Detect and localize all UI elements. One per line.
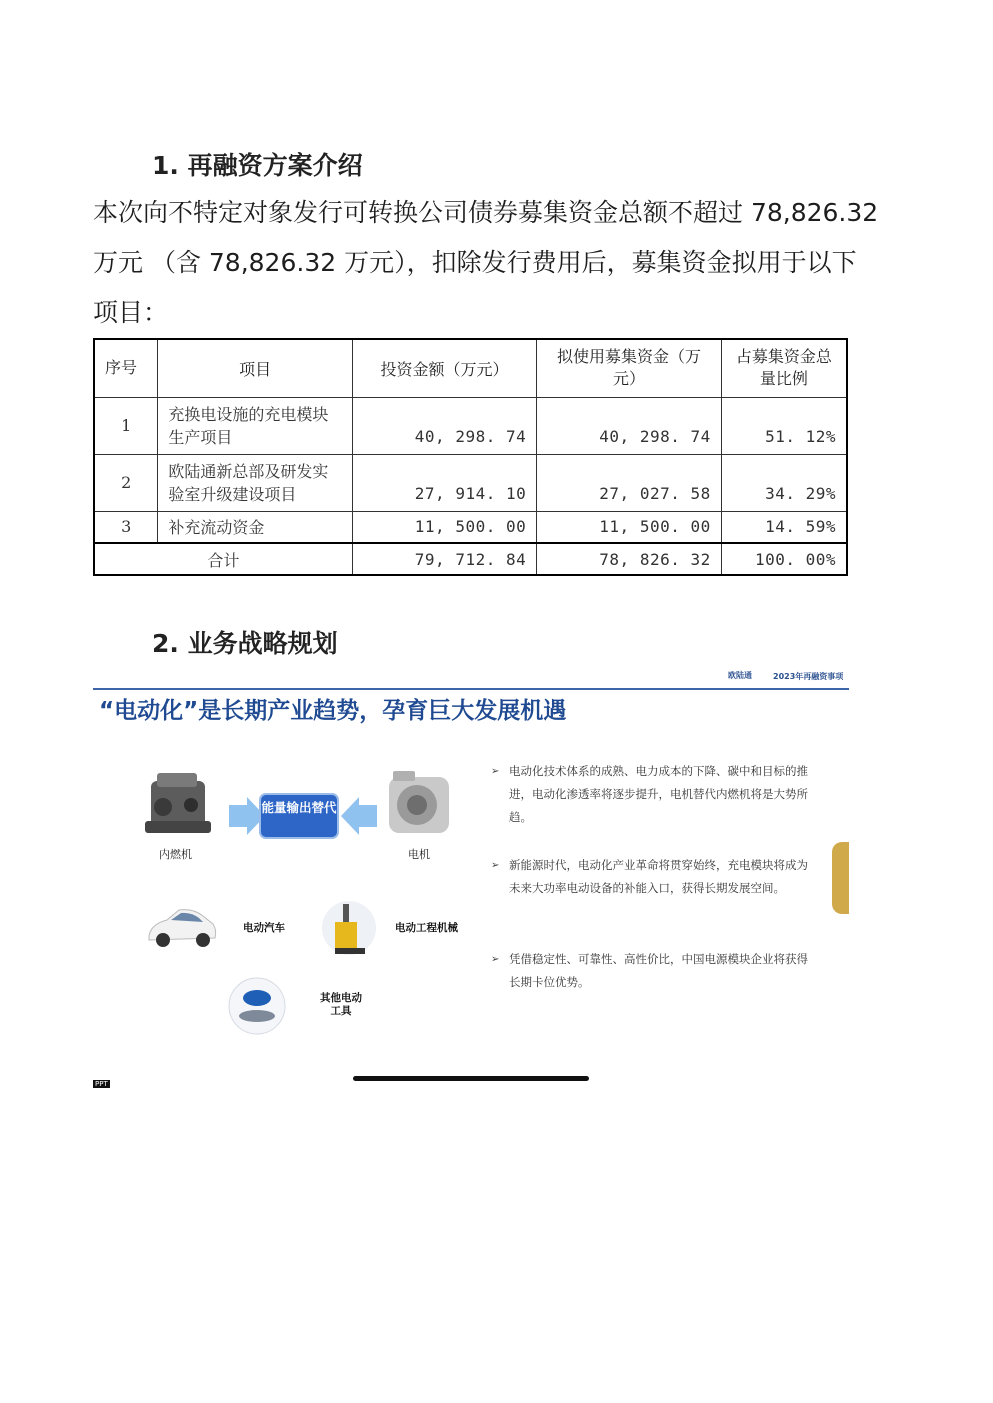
row-invest: 40, 298. 74 — [352, 397, 537, 454]
arrow-right-icon — [229, 797, 265, 835]
bullet-text: 凭借稳定性、可靠性、高性价比，中国电源模块企业将获得长期卡位优势。 — [509, 952, 808, 989]
tools-label: 其他电动工具 — [320, 992, 362, 1017]
bullet-item — [491, 948, 811, 994]
energy-substitution-box: 能量输出替代 — [261, 795, 337, 837]
intro-line-3: 项目： — [93, 298, 169, 327]
row-seq: 2 — [94, 454, 158, 511]
row-seq: 3 — [94, 511, 158, 543]
header-seq: 序号 — [94, 339, 158, 397]
total-ratio: 100. 00% — [721, 543, 847, 575]
machinery-label: 电动工程机械 — [395, 922, 458, 934]
intro-paragraph — [93, 188, 908, 338]
total-label: 合计 — [94, 543, 352, 575]
motor-icon — [383, 767, 457, 845]
bullet-text: 电动化技术体系的成熟、电力成本的下降、碳中和目标的推进，电动化渗透率将逐步提升，电机替代内燃机将是大势所趋。 — [509, 764, 808, 824]
slide-title: “电动化”是长期产业趋势，孕育巨大发展机遇 — [99, 698, 567, 724]
table-row — [94, 511, 847, 543]
slide-header-bar — [93, 688, 849, 690]
motor-label: 电机 — [408, 848, 430, 861]
total-invest: 79, 712. 84 — [352, 543, 537, 575]
total-planned: 78, 826. 32 — [537, 543, 722, 575]
bullet-arrow-icon: ➢ — [491, 954, 500, 965]
table-total-row — [94, 543, 847, 575]
electric-tool-icon — [227, 976, 287, 1036]
bullet-item — [491, 760, 811, 829]
intro-line-1: 本次向不特定对象发行可转换公司债券募集资金总额不超过 78,826.32 — [93, 198, 879, 227]
table-row — [94, 454, 847, 511]
engine-label: 内燃机 — [159, 848, 192, 861]
electric-car-icon — [145, 904, 219, 950]
bullet-text: 新能源时代，电动化产业革命将贯穿始终，充电模块将成为未来大功率电动设备的补能入口，获得长期发展空间。 — [509, 858, 808, 895]
bullet-item — [491, 854, 811, 900]
fundraising-table — [93, 338, 848, 576]
row-ratio: 51. 12% — [721, 397, 847, 454]
header-project: 项目 — [158, 339, 352, 397]
forklift-icon — [321, 898, 377, 960]
bullet-arrow-icon: ➢ — [491, 766, 500, 777]
section-2-heading: 2. 业务战略规划 — [152, 629, 338, 658]
row-project: 充换电设施的充电模块生产项目 — [158, 397, 352, 454]
video-scrub-bar[interactable] — [353, 1076, 589, 1081]
intro-line-2: 万元 （含 78,826.32 万元），扣除发行费用后，募集资金拟用于以下 — [93, 248, 857, 277]
row-planned: 27, 027. 58 — [537, 454, 722, 511]
row-project: 补充流动资金 — [158, 511, 352, 543]
bullet-arrow-icon: ➢ — [491, 860, 500, 871]
header-planned: 拟使用募集资金（万元） — [537, 339, 722, 397]
row-seq: 1 — [94, 397, 158, 454]
header-invest: 投资金额（万元） — [352, 339, 537, 397]
company-logo: 欧陆通 — [728, 671, 752, 680]
ppt-tag: PPT — [95, 1080, 108, 1088]
engine-icon — [143, 767, 215, 845]
row-ratio: 34. 29% — [721, 454, 847, 511]
row-project: 欧陆通新总部及研发实验室升级建设项目 — [158, 454, 352, 511]
side-floating-widget[interactable] — [832, 842, 849, 914]
row-planned: 11, 500. 00 — [537, 511, 722, 543]
table-header-row — [94, 339, 847, 397]
ev-label: 电动汽车 — [243, 922, 285, 934]
header-ratio: 占募集资金总量比例 — [721, 339, 847, 397]
row-ratio: 14. 59% — [721, 511, 847, 543]
arrow-left-icon — [341, 797, 377, 835]
strategy-slide-image — [93, 662, 849, 1097]
section-1-heading: 1. 再融资方案介绍 — [152, 151, 363, 180]
row-invest: 27, 914. 10 — [352, 454, 537, 511]
table-row — [94, 397, 847, 454]
row-invest: 11, 500. 00 — [352, 511, 537, 543]
slide-tag: 2023年再融资事项 — [773, 672, 844, 681]
row-planned: 40, 298. 74 — [537, 397, 722, 454]
